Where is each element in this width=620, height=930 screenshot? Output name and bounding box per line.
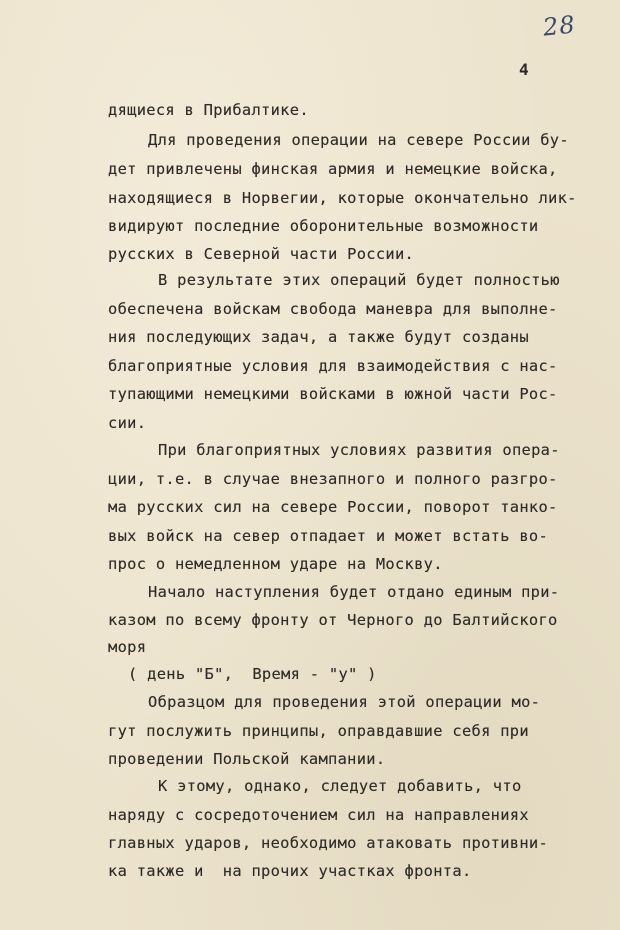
text-line: русских в Северной части России. xyxy=(108,245,415,263)
text-line: тупающими немецкими войсками в южной части Рос- xyxy=(108,385,558,403)
archive-sheet-number: 28 xyxy=(541,10,577,42)
text-line: ния последующих задач, а также будут созданы xyxy=(108,328,529,346)
page-number: 4 xyxy=(519,60,529,79)
text-line: моря xyxy=(108,638,147,656)
text-line: проведении Польской кампании. xyxy=(108,750,386,768)
text-line: благоприятные условия для взаимодействия с нас- xyxy=(108,357,558,375)
text-line: находящиеся в Норвегии, которые окончательно лик- xyxy=(108,189,577,207)
text-line: ма русских сил на севере России, поворот танко- xyxy=(108,498,558,516)
text-line: вых войск на север отпадает и может встать во- xyxy=(108,527,549,545)
text-line: наряду с сосредоточением сил на направлениях xyxy=(108,806,529,824)
text-line: гут послужить принципы, оправдавшие себя при xyxy=(108,722,529,740)
text-line: К этому, однако, следует добавить, что xyxy=(158,777,522,795)
text-line: видируют последние оборонительные возможности xyxy=(108,217,539,235)
text-line: прос о немедленном ударе на Москву. xyxy=(108,555,443,573)
text-line: сии. xyxy=(108,414,147,432)
text-line: При благоприятных условиях развития опера- xyxy=(158,441,560,459)
text-line: Для проведения операции на севере России бу- xyxy=(148,131,569,149)
text-line: дет привлечены финская армия и немецкие войска, xyxy=(108,160,558,178)
text-line: казом по всему фронту от Черного до Балтийского xyxy=(108,611,558,629)
text-line: ( день "Б", Время - "у" ) xyxy=(128,665,377,683)
text-line: ка также и на прочих участках фронта. xyxy=(108,862,472,880)
text-line: дящиеся в Прибалтике. xyxy=(108,101,309,119)
text-line: ции, т.е. в случае внезапного и полного разгро- xyxy=(108,470,558,488)
text-line: обеспечена войскам свобода маневра для выполне- xyxy=(108,300,558,318)
text-line: Образцом для проведения этой операции мо- xyxy=(148,693,541,711)
text-line: Начало наступления будет отдано единым при- xyxy=(148,583,560,601)
text-line: главных ударов, необходимо атаковать противни- xyxy=(108,834,549,852)
text-line: В результате этих операций будет полностью xyxy=(158,271,560,289)
